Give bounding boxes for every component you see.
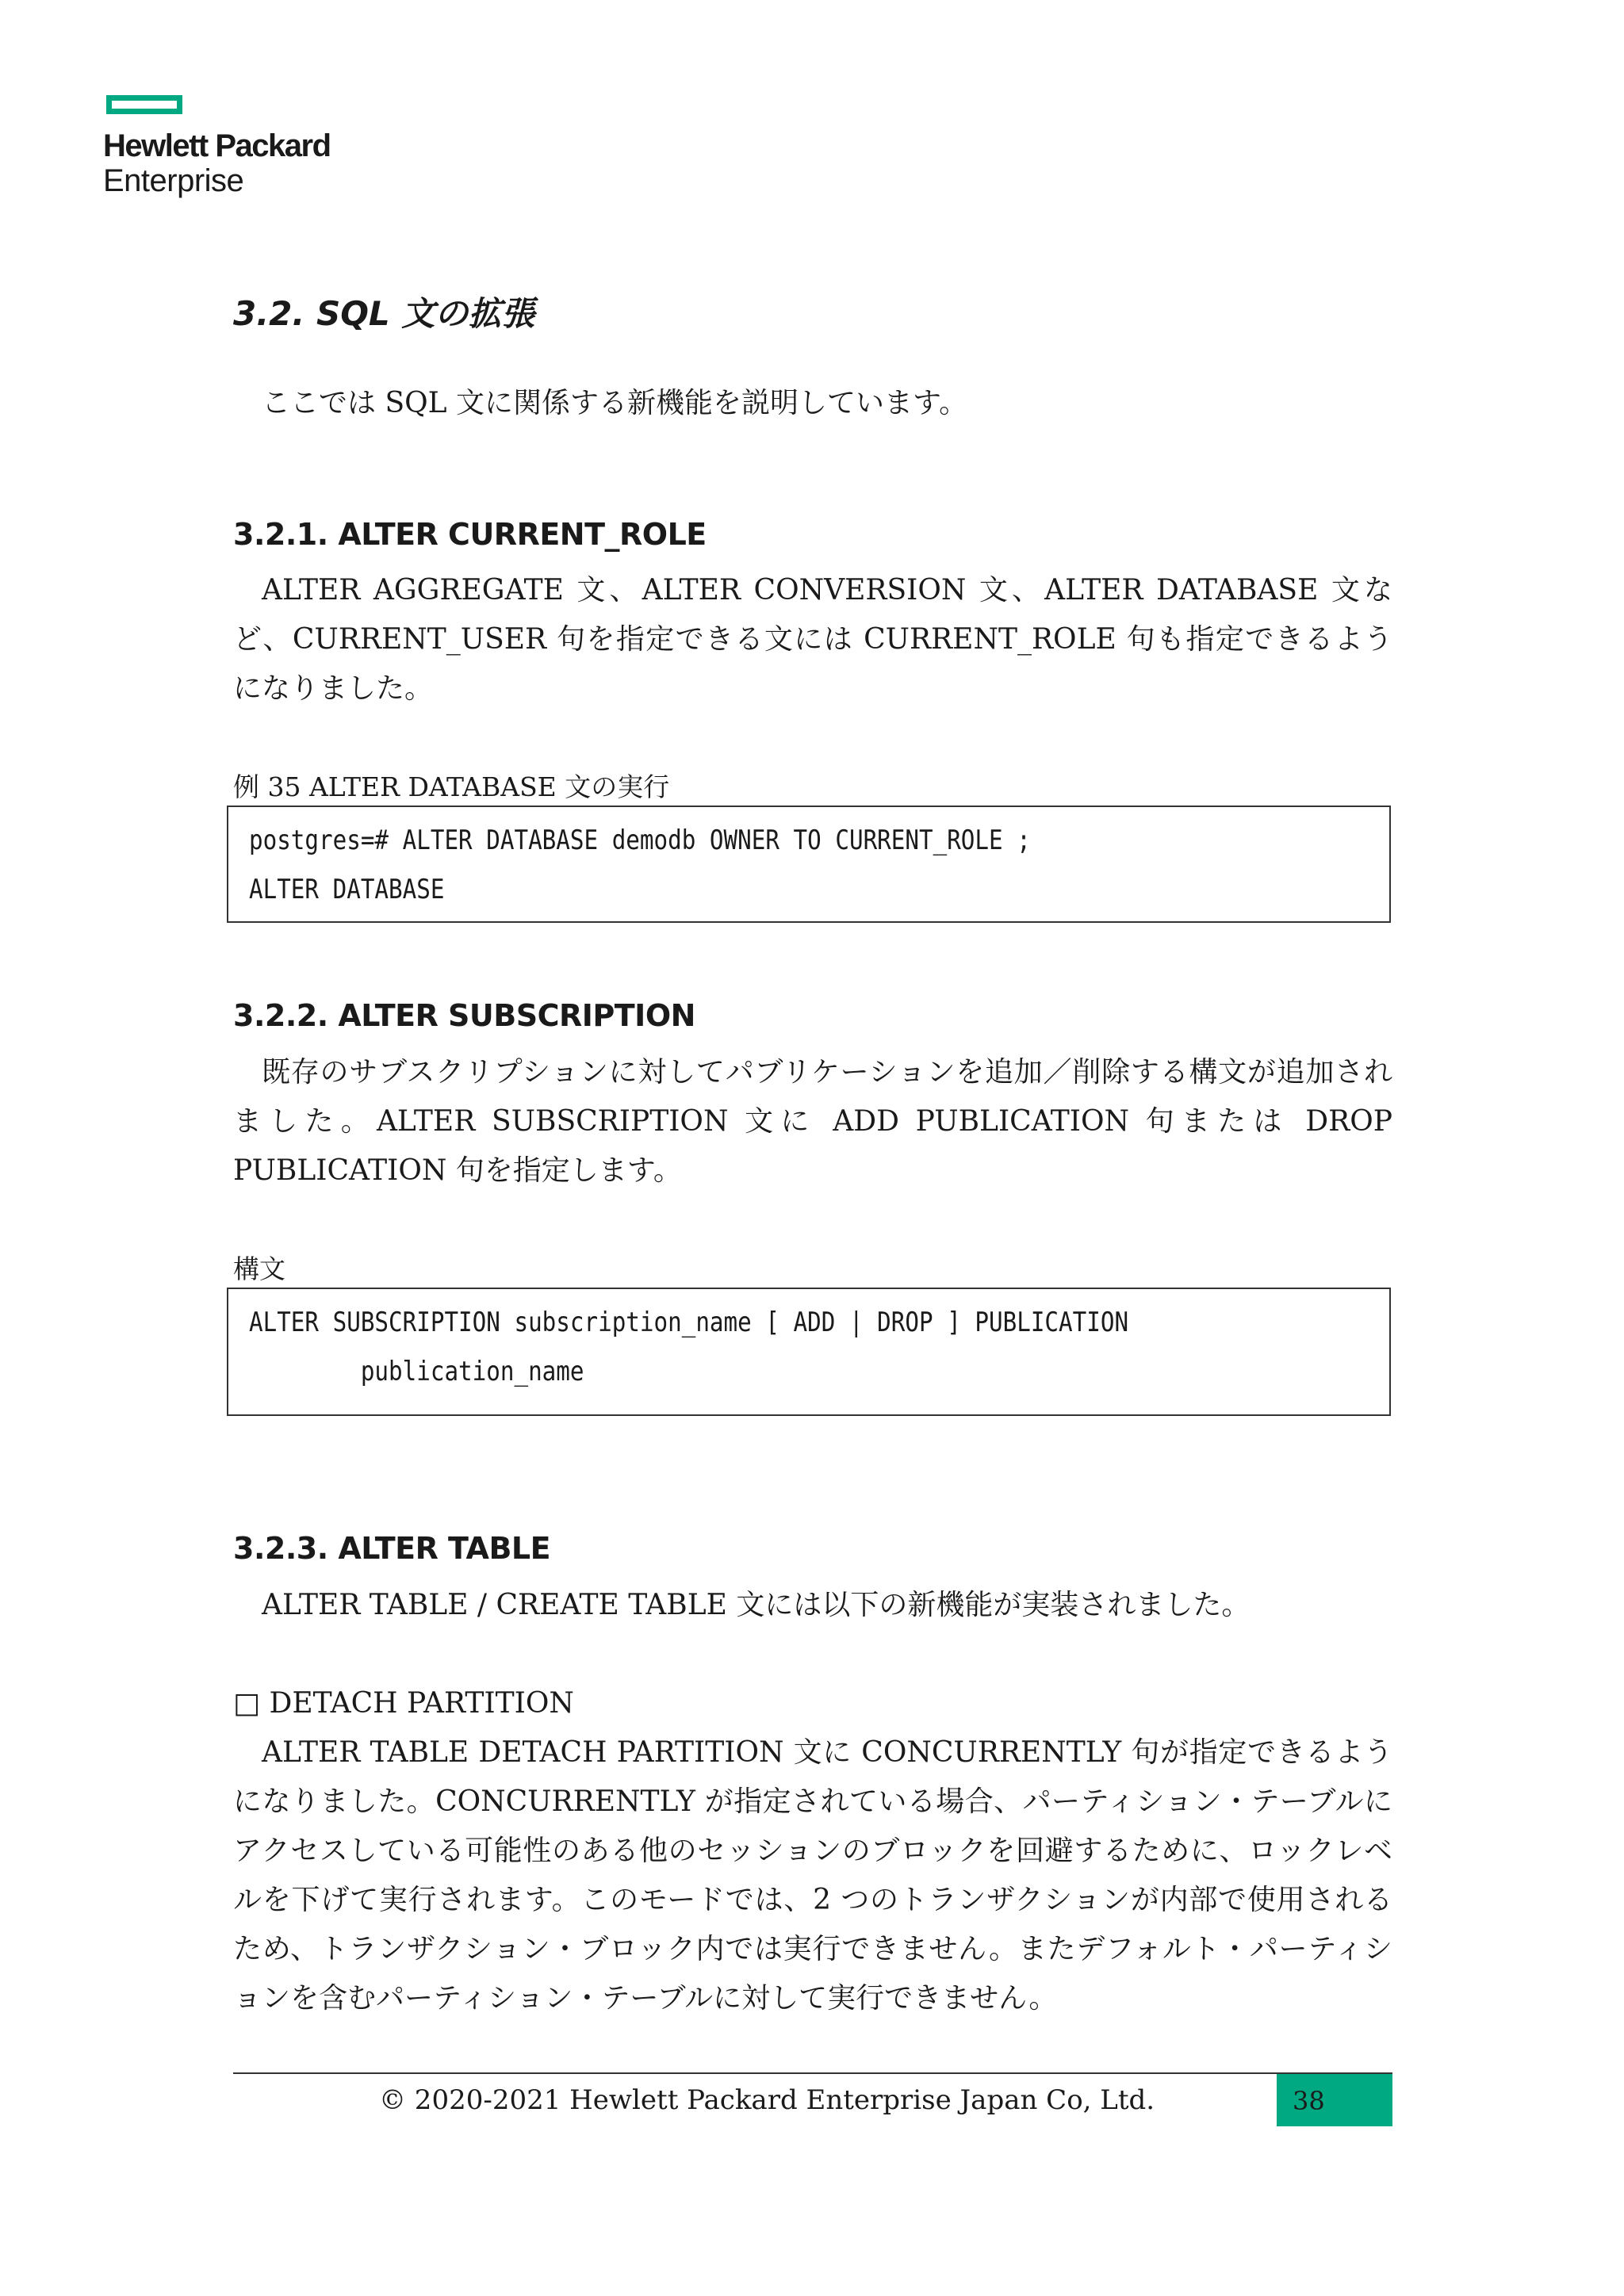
code-line: ALTER DATABASE — [249, 874, 445, 905]
code-block-example — [227, 806, 1391, 923]
subsection-body-alter-subscription: 既存のサブスクリプションに対してパブリケーションを追加／削除する構文が追加されました。ALTER SUBSCRIPTION 文に ADD PUBLICATION 句または DROP PUBLICATION 句を指定します。 — [233, 1056, 1392, 1187]
code-line: postgres=# ALTER DATABASE demodb OWNER TO CURRENT_ROLE ; — [249, 825, 1031, 856]
logo-text-line2: Enterprise — [103, 163, 244, 198]
logo-text-line1: Hewlett Packard — [103, 128, 331, 163]
footer-divider — [233, 2072, 1392, 2074]
subsection-title-alter-subscription: 3.2.2. ALTER SUBSCRIPTION — [233, 998, 695, 1033]
syntax-label: 構文 — [233, 1253, 285, 1284]
code-line: publication_name — [249, 1356, 584, 1387]
item-title-detach-partition: □ DETACH PARTITION — [233, 1687, 574, 1720]
section-intro: ここでは SQL 文に関係する新機能を説明しています。 — [262, 387, 968, 419]
footer-copyright: © 2020-2021 Hewlett Packard Enterprise Japan Co, Ltd. — [379, 2084, 1155, 2116]
example-label: 例 35 ALTER DATABASE 文の実行 — [233, 771, 670, 802]
code-line: ALTER SUBSCRIPTION subscription_name [ ADD | DROP ] PUBLICATION — [249, 1307, 1129, 1338]
page-number: 38 — [1293, 2086, 1325, 2116]
code-block-syntax — [227, 1288, 1391, 1416]
section-title: 3.2. SQL 文の拡張 — [233, 294, 535, 333]
subsection-title-alter-table: 3.2.3. ALTER TABLE — [233, 1531, 551, 1566]
subsection-body-alter-current-role: ALTER AGGREGATE 文、ALTER CONVERSION 文、ALTER DATABASE 文など、CURRENT_USER 句を指定できる文には CURRENT_ROLE 句も指定できるようになりました。 — [233, 574, 1392, 705]
subsection-title-alter-current-role: 3.2.1. ALTER CURRENT_ROLE — [233, 517, 707, 552]
subsection-intro-alter-table: ALTER TABLE / CREATE TABLE 文には以下の新機能が実装されました。 — [262, 1589, 1251, 1621]
hpe-logo-mark — [106, 95, 182, 114]
item-body-detach-partition: ALTER TABLE DETACH PARTITION 文に CONCURRENTLY 句が指定できるようになりました。CONCURRENTLY が指定されている場合、パーティション・テーブルにアクセスしている可能性のある他のセッションのブロックを回避するために、ロックレベルを下げて実行されます。このモードでは、2 つのトランザクションが内部で使用されるため、トランザクション・ブロック内では実行できません。またデフォルト・パーティションを含むパーティション・テーブルに対して実行できません。 — [233, 1736, 1392, 2015]
